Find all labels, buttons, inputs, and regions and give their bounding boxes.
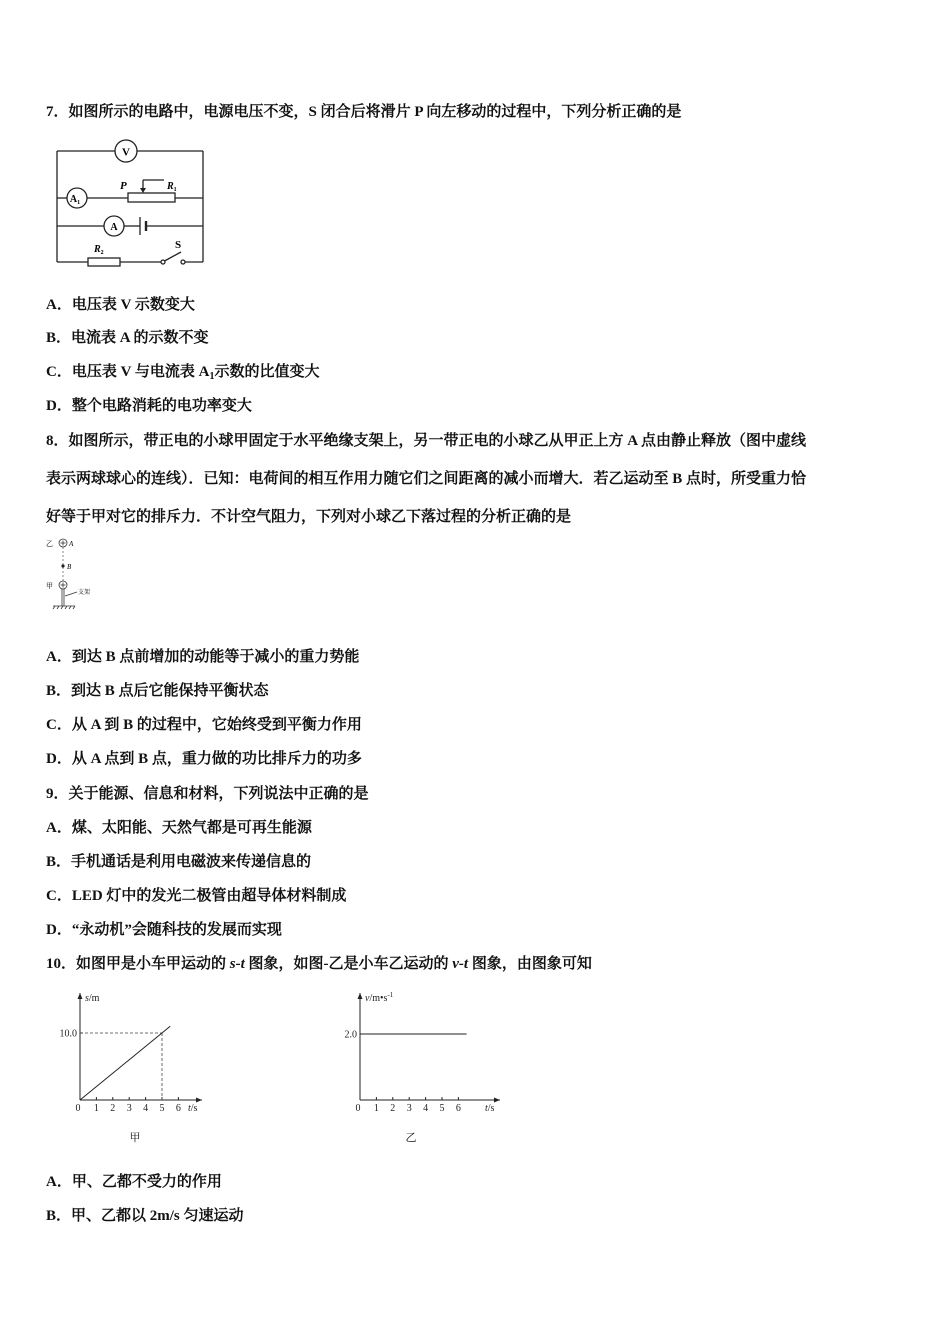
q10-stem-text: 10．如图甲是小车甲运动的 xyxy=(46,956,230,972)
ammeter-a1-symbol xyxy=(67,188,87,208)
x-axis-unit: /s xyxy=(190,1103,198,1114)
x-axis-variable: t xyxy=(485,1103,488,1114)
q8-option-c: C．从 A 到 B 的过程中，它始终受到平衡力作用 xyxy=(46,717,362,733)
q8-option-d: D．从 A 点到 B 点，重力做的功比排斥力的功多 xyxy=(46,751,362,767)
q8-stem-line-1: 8．如图所示，带正电的小球甲固定于水平绝缘支架上，另一带正电的小球乙从甲正上方 A 点由静止释放（图中虚线 xyxy=(46,433,807,449)
point-b-dot xyxy=(61,564,64,567)
y-axis-arrow-icon xyxy=(358,993,363,999)
switch-s xyxy=(161,252,185,264)
x-tick-label: 0 xyxy=(355,1103,361,1114)
q10-stem xyxy=(46,954,592,974)
x-tick-label: 5 xyxy=(439,1103,445,1114)
x-axis-label xyxy=(485,1103,495,1114)
q9-option-d: D．“永动机”会随科技的发展而实现 xyxy=(46,922,282,938)
x-axis-variable: t xyxy=(188,1103,191,1114)
q10-stem-text-middle: 图象，如图-乙是小车乙运动的 xyxy=(244,956,453,972)
y-axis-arrow-icon xyxy=(78,993,83,999)
x-tick-label: 0 xyxy=(75,1103,81,1114)
q9-option-a: A．煤、太阳能、天然气都是可再生能源 xyxy=(46,820,312,836)
resistor-r2-letter: R xyxy=(94,244,101,255)
graph-vt-caption: 乙 xyxy=(405,1131,417,1144)
x-tick-label: 2 xyxy=(110,1103,116,1114)
graph-st-caption: 甲 xyxy=(129,1131,141,1144)
q7-option-d: D．整个电路消耗的电功率变大 xyxy=(46,398,252,414)
point-b-label: B xyxy=(67,563,72,571)
q10-stem-text-end: 图象，由图象可知 xyxy=(468,956,592,972)
switch-s-label: S xyxy=(175,239,182,251)
voltmeter-symbol xyxy=(115,140,137,162)
charged-balls-diagram xyxy=(44,534,98,618)
q10-option-a: A．甲、乙都不受力的作用 xyxy=(46,1174,222,1190)
q10-stem-vt: v-t xyxy=(452,956,469,972)
y-axis-unit: /m•s xyxy=(369,993,388,1004)
y-axis-label xyxy=(85,993,100,1004)
q7-option-b: B．电流表 A 的示数不变 xyxy=(46,330,209,346)
y-axis-unit-exponent: -1 xyxy=(387,991,394,999)
ball-yi-label: 乙 xyxy=(46,540,53,548)
x-tick-label: 4 xyxy=(423,1103,429,1114)
q8-stem-line-3: 好等于甲对它的排斥力．不计空气阻力，下列对小球乙下落过程的分析正确的是 xyxy=(46,509,572,525)
x-tick-label: 3 xyxy=(126,1103,132,1114)
q7-option-c-text: C．电压表 V 与电流表 A xyxy=(46,364,210,380)
ball-jia-label: 甲 xyxy=(46,582,53,590)
stand-label: 支架 xyxy=(78,590,91,596)
rheostat-r1-label xyxy=(166,181,177,193)
ball-yi-positive-icon xyxy=(59,539,67,547)
q10-option-b: B．甲、乙都以 2m/s 匀速运动 xyxy=(46,1208,244,1224)
x-tick-label: 2 xyxy=(390,1103,396,1114)
x-tick-label: 4 xyxy=(143,1103,149,1114)
y-tick-label: 2.0 xyxy=(344,1029,357,1041)
x-axis-arrow-icon xyxy=(196,1098,202,1103)
insulating-stand xyxy=(53,589,77,609)
x-tick-label: 6 xyxy=(455,1103,461,1114)
ball-jia-positive-icon xyxy=(59,581,67,589)
ammeter-a-symbol xyxy=(104,216,124,236)
y-axis-label xyxy=(365,991,394,1004)
q7-option-c xyxy=(46,362,320,387)
q10-stem-st: s-t xyxy=(229,956,245,972)
x-tick-label: 6 xyxy=(175,1103,181,1114)
point-a-label: A xyxy=(69,540,74,548)
q8-stem-line-2: 表示两球球心的连线）．已知：电荷间的相互作用力随它们之间距离的减小而增大．若乙运动至 B 点时，所受重力恰 xyxy=(46,471,807,487)
y-tick-label: 10.0 xyxy=(59,1028,77,1040)
x-axis-label xyxy=(188,1103,198,1114)
y-axis-unit: /m xyxy=(88,993,100,1004)
graph-st xyxy=(40,985,215,1120)
rheostat-r1 xyxy=(128,193,175,202)
resistor-r2-label xyxy=(93,244,104,256)
graph-vt xyxy=(340,985,510,1120)
q7-option-a: A．电压表 V 示数变大 xyxy=(46,297,195,313)
x-tick-label: 5 xyxy=(159,1103,165,1114)
x-tick-label: 1 xyxy=(93,1103,99,1114)
q7-option-c-subscript: 1 xyxy=(209,371,215,382)
q7-option-c-text-end: 示数的比值变大 xyxy=(214,364,320,380)
battery-symbol xyxy=(140,217,146,235)
slider-p-label: P xyxy=(120,180,127,192)
ammeter-a1-subscript: 1 xyxy=(77,200,81,206)
q8-option-a: A．到达 B 点前增加的动能等于减小的重力势能 xyxy=(46,649,360,665)
ammeter-a1-letter: A xyxy=(69,194,78,205)
y-axis-variable: s xyxy=(85,993,89,1004)
rheostat-r1-letter: R xyxy=(167,181,174,192)
voltmeter-label: V xyxy=(122,146,130,159)
q9-option-c: C．LED 灯中的发光二极管由超导体材料制成 xyxy=(46,888,347,904)
q7-stem: 7．如图所示的电路中，电源电压不变，S 闭合后将滑片 P 向左移动的过程中，下列分析正确的是 xyxy=(46,104,682,120)
x-axis-unit: /s xyxy=(487,1103,495,1114)
resistor-r2 xyxy=(88,258,120,266)
graph-data-line xyxy=(80,1026,170,1100)
q9-option-b: B．手机通话是利用电磁波来传递信息的 xyxy=(46,854,312,870)
y-axis-variable: v xyxy=(365,993,370,1004)
q8-option-b: B．到达 B 点后它能保持平衡状态 xyxy=(46,683,269,699)
resistor-r2-subscript: 2 xyxy=(100,250,104,256)
x-tick-label: 3 xyxy=(406,1103,412,1114)
q9-stem: 9．关于能源、信息和材料，下列说法中正确的是 xyxy=(46,786,369,802)
circuit-diagram xyxy=(50,138,215,270)
ammeter-a-label: A xyxy=(110,222,118,233)
rheostat-r1-subscript: 1 xyxy=(173,187,177,193)
x-axis-arrow-icon xyxy=(494,1098,500,1103)
slider-p-arrow xyxy=(140,180,164,193)
x-tick-label: 1 xyxy=(373,1103,379,1114)
